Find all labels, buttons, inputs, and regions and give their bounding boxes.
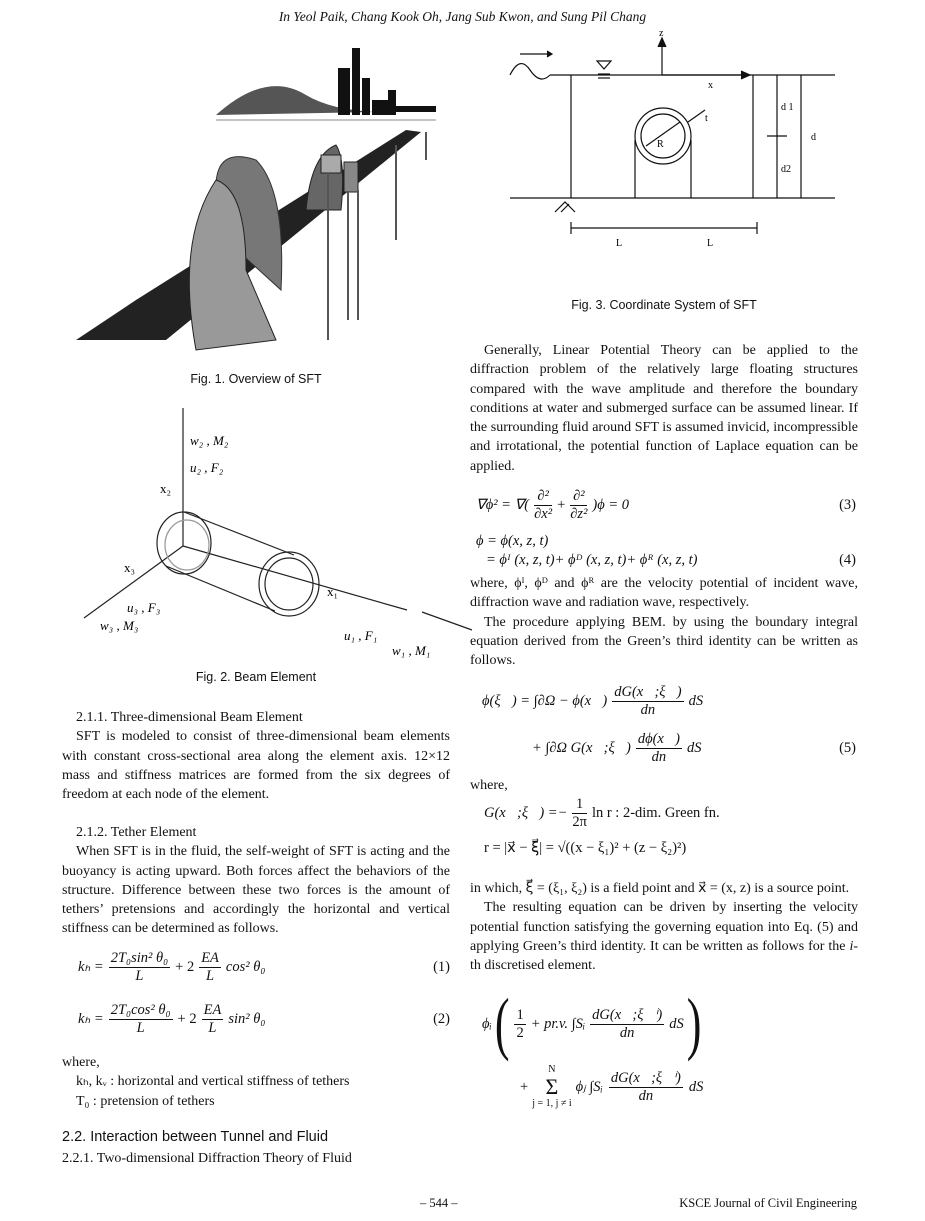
figure-2-caption: Fig. 2. Beam Element bbox=[195, 670, 317, 684]
label-L-right: L bbox=[707, 238, 714, 249]
eq5-n2: dϕ(x⃗) bbox=[637, 731, 680, 747]
equation-discretised: ϕᵢ ( $\frac{1}{2}$ + pr.v. ∫Sᵢ $\frac{\text{dG(x⃗;ξ⃗ⁱ)}}{dn}$ dS ) + N Σ j = 1, j ≠ i ϕⱼ ∫Sᵢ $\frac{\text{dG(x⃗;ξ⃗ⁱ)}}{dn}$ dS bbox=[482, 984, 704, 1109]
eq6-ds: dS bbox=[669, 1015, 684, 1032]
para-field-source-point: in which, ξ⃗ = (ξ₁, ξ₂) is a field point and x⃗ = (x, z) is a source point. bbox=[470, 881, 850, 896]
figure-3-coordinate-system bbox=[505, 28, 835, 285]
eq5-n1: dG(x⃗;ξ⃗) bbox=[614, 684, 682, 700]
eq4-number: (4) bbox=[839, 552, 856, 568]
eq1-plus: + 2 bbox=[175, 959, 195, 975]
eq5-lhs2: + ∫∂Ω G(x⃗;ξ⃗) bbox=[532, 740, 631, 756]
eq6-num: dG(x⃗;ξ⃗ⁱ) bbox=[592, 1006, 663, 1023]
label-L-left: L bbox=[616, 238, 623, 249]
para-velocity-potentials: where, ϕᴵ, ϕᴰ and ϕᴿ are the velocity potential of incident wave, diffraction wave and radiation wave, respectively. bbox=[470, 576, 858, 611]
eq1-tail: cos² θ₀ bbox=[225, 959, 266, 975]
para-resulting-a: The resulting equation can be driven by inserting the velocity potential function satisfying the governing equation into Eq. (5) and applying Green’s third identity. It can be written as follows for the bbox=[470, 900, 858, 954]
eq2-tail: sin² θ₀ bbox=[228, 1011, 266, 1027]
label-w2-m2: w₂ , M₂ bbox=[190, 433, 229, 448]
eq6-phi-j: ϕⱼ ∫Sᵢ bbox=[575, 1078, 603, 1095]
figure-2-beam-element bbox=[62, 400, 452, 660]
label-R: R bbox=[657, 139, 664, 150]
para-resulting-i: i bbox=[849, 938, 854, 954]
label-x2: x₂ bbox=[160, 481, 172, 496]
section-2-1-1-text: SFT is modeled to consist of three-dimensional beam elements with constant cross-sectional area along the element axis. 12×12 mass and stiffness matrices are formed from the six degrees of freedom at each node of the element. bbox=[62, 729, 450, 803]
eq3-d2: ∂z² bbox=[570, 506, 588, 522]
eq6-phi-i: ϕᵢ bbox=[482, 1015, 492, 1032]
x1-axis bbox=[183, 546, 407, 610]
journal-name: KSCE Journal of Civil Engineering bbox=[679, 1196, 857, 1210]
eq3-rhs: )ϕ = 0 bbox=[592, 497, 630, 513]
eq1-den1: L bbox=[135, 968, 144, 984]
paragraph-resulting bbox=[470, 879, 858, 975]
definition-t0: T₀ : pretension of tethers bbox=[76, 1093, 215, 1109]
label-u1-f1: u₁ , F₁ bbox=[344, 628, 378, 643]
eq2-num2: EA bbox=[203, 1002, 222, 1018]
eq1-num2: EA bbox=[201, 950, 219, 966]
page-number: – 544 – bbox=[420, 1196, 458, 1210]
section-2-2-title: 2.2. Interaction between Tunnel and Fluid bbox=[62, 1129, 329, 1145]
eq6-ds2: dS bbox=[688, 1078, 704, 1095]
label-d2: d2 bbox=[781, 164, 791, 175]
where-label-right: where, bbox=[470, 778, 508, 793]
eq6-half-num: 1 bbox=[516, 1006, 524, 1023]
running-header: In Yeol Paik, Chang Kook Oh, Jang Sub Kwon, and Sung Pil Chang bbox=[278, 9, 647, 24]
para-resulting-b: -th discretised element. bbox=[470, 938, 858, 974]
eq2-num1: 2T₀cos² θ₀ bbox=[110, 1002, 171, 1018]
eq5-d2: dn bbox=[651, 749, 667, 765]
label-d: d bbox=[811, 132, 816, 143]
label-x1: x₁ bbox=[327, 584, 339, 599]
figure-3-caption: Fig. 3. Coordinate System of SFT bbox=[571, 298, 757, 312]
eq1-den2: L bbox=[206, 968, 215, 984]
eq4-line2: = ϕᴵ (x, z, t)+ ϕᴰ (x, z, t)+ ϕᴿ (x, z, t) bbox=[486, 552, 698, 568]
green-num: 1 bbox=[572, 796, 587, 814]
equation-2 bbox=[78, 1002, 450, 1037]
eq2-lhs: kₕ = bbox=[78, 1011, 104, 1027]
section-2-1-2 bbox=[62, 823, 450, 939]
eq2-den1: L bbox=[136, 1020, 145, 1036]
eq6-sum-sign: Σ bbox=[545, 1074, 559, 1099]
eq1-number: (1) bbox=[433, 959, 450, 975]
eq6-plus: + bbox=[520, 1078, 529, 1095]
eq6-prv: + pr.v. ∫Sᵢ bbox=[530, 1015, 586, 1032]
eq1-lhs: kₕ = bbox=[78, 959, 104, 975]
label-d1: d 1 bbox=[781, 102, 794, 113]
label-x: x bbox=[708, 80, 713, 91]
eq5-ds2: dS bbox=[686, 740, 702, 756]
wave-line bbox=[510, 64, 550, 79]
eq2-number: (2) bbox=[433, 1011, 450, 1027]
para-bem-procedure: The procedure applying BEM. by using the boundary integral equation derived from the Green’s third identity can be written as follows. bbox=[470, 614, 858, 669]
eq3-n1: ∂² bbox=[534, 488, 552, 506]
eq5-number: (5) bbox=[839, 740, 856, 756]
eq3-plus: + bbox=[557, 497, 566, 513]
definition-kh-kv: kₕ, kᵥ : horizontal and vertical stiffness of tethers bbox=[76, 1074, 350, 1090]
eq6-num2: dG(x⃗;ξ⃗ⁱ) bbox=[610, 1069, 681, 1086]
eq1-num1: 2T₀sin² θ₀ bbox=[110, 950, 169, 966]
label-t: t bbox=[705, 113, 708, 124]
green-den: 2π bbox=[572, 814, 587, 830]
eq3-d1: ∂x² bbox=[534, 506, 553, 522]
label-u3-f3: u₃ , F₃ bbox=[127, 600, 161, 615]
paragraph-linear-potential bbox=[470, 341, 858, 476]
green-rhs: ln r : 2-dim. Green fn. bbox=[591, 805, 720, 821]
section-2-1-2-text: When SFT is in the fluid, the self-weight of SFT is acting and the buoyancy is acting upward. Both forces affect the behaviors of the structure. Difference between these two forces is the amount of tethers’ pretensions and accordingly the horizontal and vertical stiffness can be determined as follows. bbox=[62, 844, 450, 937]
figure-1-caption: Fig. 1. Overview of SFT bbox=[190, 372, 322, 386]
eq6-den: dn bbox=[619, 1024, 635, 1041]
eq2-den2: L bbox=[208, 1020, 217, 1036]
figure-1-sft-overview bbox=[76, 40, 446, 360]
green-function-definition bbox=[484, 796, 720, 831]
r-definition: r = |x⃗ − ξ⃗| = √((x − ξ₁)² + (z − ξ₂)²) bbox=[484, 840, 687, 856]
label-x3: x₃ bbox=[124, 560, 136, 575]
equation-4 bbox=[476, 533, 856, 569]
where-label: where, bbox=[62, 1055, 100, 1070]
section-2-1-1 bbox=[62, 708, 450, 804]
eq3-n2: ∂² bbox=[570, 488, 587, 506]
section-2-2-1-title: 2.2.1. Two-dimensional Diffraction Theory of Fluid bbox=[62, 1151, 352, 1166]
section-2-1-1-title: 2.1.1. Three-dimensional Beam Element bbox=[76, 710, 303, 725]
eq2-plus: + 2 bbox=[177, 1011, 197, 1027]
equation-5 bbox=[482, 684, 856, 766]
label-u2-f2: u₂ , F₂ bbox=[190, 460, 224, 475]
eq5-ds1: dS bbox=[688, 693, 704, 709]
eq3-number: (3) bbox=[839, 497, 856, 513]
city-skyline bbox=[338, 48, 436, 115]
eq5-d1: dn bbox=[640, 702, 656, 718]
equation-3 bbox=[476, 488, 856, 523]
green-lhs: G(x⃗;ξ⃗) =− bbox=[484, 805, 568, 821]
eq3-lhs: ∇ϕ² = ∇( bbox=[476, 497, 530, 513]
label-w3-m3: w₃ , M₃ bbox=[100, 618, 139, 633]
label-z: z bbox=[659, 28, 664, 39]
label-w1-m1: w₁ , M₁ bbox=[392, 643, 431, 658]
equation-1 bbox=[78, 950, 450, 985]
tether-definitions bbox=[62, 1053, 450, 1111]
section-2-1-2-title: 2.1.2. Tether Element bbox=[76, 825, 197, 840]
eq6-den2: dn bbox=[638, 1087, 654, 1104]
paragraph-bem bbox=[470, 574, 858, 670]
eq6-sum-bottom: j = 1, j ≠ i bbox=[532, 1098, 572, 1109]
eq4-line1: ϕ = ϕ(x, z, t) bbox=[476, 533, 549, 549]
eq5-lhs1: ϕ(ξ⃗) = ∫∂Ω − ϕ(x⃗) bbox=[482, 693, 608, 709]
pontoon bbox=[321, 155, 341, 173]
pontoon-2 bbox=[344, 162, 358, 192]
para-linear-potential: Generally, Linear Potential Theory can be applied to the diffraction problem of the relatively large floating structures compared with the wave amplitude and therefore the boundary conditions at water and submerged surface can be assumed linear. If the surrounding fluid around SFT is assumed invicid, incompressible and irrotational, the potential function of Laplace equation can be applied. bbox=[470, 343, 858, 474]
eq6-sum-top: N bbox=[548, 1064, 556, 1075]
eq6-half-den: 2 bbox=[516, 1024, 524, 1041]
